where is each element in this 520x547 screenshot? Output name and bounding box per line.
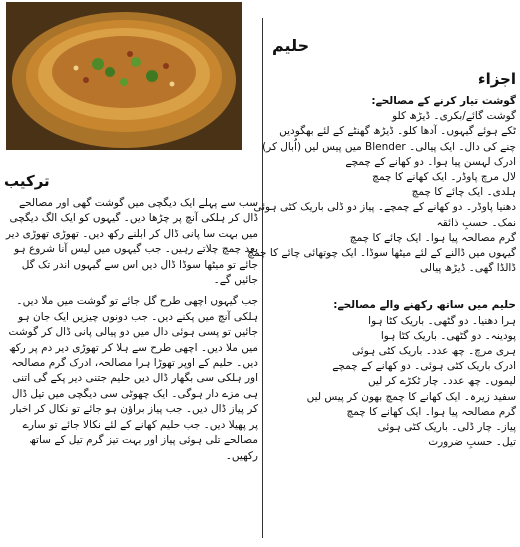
ingredient-line: گرم مصالحہ پیا ہوا۔ ایک چائے کا چمچ (349, 231, 516, 244)
ingredient-line: ادرک باریک کٹی ہوئی۔ دو کھانے کے چمچے (332, 360, 516, 373)
ingredient-line: سفید زیرہ۔ ایک کھانے کا چمچ بھون کر پیس لیں (306, 390, 516, 403)
method-column (4, 172, 258, 464)
ingredient-line: ہری مرچ۔ چھ عدد۔ باریک کٹی ہوئی (352, 345, 516, 358)
ingredient-line: پودینہ۔ دو گٹھی۔ باریک کٹا ہوا (380, 329, 516, 342)
ingredients-column (247, 30, 516, 460)
ingredient-line: لیموں۔ چھ عدد۔ چار ٹکڑے کر لیں (367, 375, 516, 388)
ingredient-line: گیہوں میں ڈالنے کے لئے میٹھا سوڈا۔ ایک چوتھائی چائے کا چمچ (247, 247, 516, 260)
ingredients-heading: اجزاء (477, 70, 516, 88)
method-paragraph: سب سے پہلے ایک دیگچی میں گوشت گھی اور مصالحے ڈال کر ہلکی آنچ پر چڑھا دیں۔ گیہوں کو ایک الگ دیگچی میں بہت سا پانی ڈال کر ابلنے رکھ دیں۔ تھوڑی تھوڑی دیر بعد چمچ چلاتے رہیں۔ جب گیہوں میں لیس آنا شروع ہو جائے تو میٹھا سوڈا ڈال دیں اس سے گیہوں اندر تک گل جائیں گے۔ (5, 197, 258, 287)
ingredient-line: ڈالڈا گھی۔ ڈیڑھ پیالی (420, 262, 516, 275)
ingredient-line: پیاز۔ چار ڈلی۔ باریک کٹی ہوئی (377, 421, 516, 434)
haleem-bowl-illustration (6, 2, 242, 150)
ingredient-line: ادرک لہسن پیا ہوا۔ دو کھانے کے چمچے (345, 155, 516, 168)
ingredient-line: حلیم میں ساتھ رکھنے والے مصالحے: (333, 299, 516, 312)
column-divider (262, 18, 263, 538)
ingredient-line: دھنیا پاوڈر۔ دو کھانے کے چمچے۔ پیاز دو ڈلی باریک کٹی ہوئی (253, 201, 516, 214)
ingredient-line: گوشت تیار کرنے کے مصالحے: (371, 95, 516, 107)
ingredient-line: تیل۔ حسبِ ضرورت (428, 436, 516, 449)
ingredient-line: گرم مصالحہ پیا ہوا۔ ایک کھانے کا چمچ (346, 405, 516, 418)
ingredient-line: لال مرچ پاوڈر۔ ایک کھانے کا چمچ (372, 171, 516, 184)
ingredient-line: چنے کی دال۔ ایک پیالی۔ Blender میں پیس لیں (اُبال کر) (262, 140, 516, 153)
ingredient-line: ہلدی۔ ایک چائے کا چمچ (411, 186, 516, 199)
ingredients-group-garnish (270, 298, 516, 450)
method-heading: ترکیب (4, 172, 50, 190)
ingredient-line: ٹکے ہوئے گیہوں۔ آدھا کلو۔ ڈیڑھ گھنٹے کے لئے بھگودیں (279, 125, 516, 138)
ingredient-line: گوشت گائے/بکری۔ ڈیڑھ کلو (392, 110, 516, 123)
ingredients-group-meat (247, 94, 516, 276)
method-paragraph: جب گیہوں اچھی طرح گل جائے تو گوشت میں ملا دیں۔ ہلکی آنچ میں پکنے دیں۔ جب دونوں چیزیں ایک جان ہو جائیں تو پسی ہوئی دال میں دو پیالی پانی ڈال کر گوشت میں ملا دیں۔ اچھی طرح سے ہلا کر تھوڑی دیر دم پر رکھ دیں۔ حلیم کے اوپر تھوڑا ہرا مصالحہ، ادرک گرم مصالحہ اور ہلکی سی بگھار ڈال دیں حلیم جتنی دیر پکے گی اتنی ہی مزے دار ہوگی۔ ایک چھوٹی سی دیگچی میں تیل ڈال کر پیاز ڈال دیں۔ جب پیاز براؤن ہو جائے تو نکال کر اخبار پر پھیلا دیں۔ جب حلیم کھانے کے لئے نکالا جائے تو سارے مصالحے تلی ہوئی پیاز اور بہت تیز گرم تیل کے ساتھ رکھیں۔ (8, 295, 258, 462)
haleem-photo (6, 2, 242, 150)
ingredient-line: ہرا دھنیا۔ دو گٹھی۔ باریک کٹا ہوا (368, 314, 516, 327)
dish-title: حلیم (272, 36, 310, 55)
ingredient-line: نمک۔ حسبِ ذائقہ (436, 216, 516, 229)
